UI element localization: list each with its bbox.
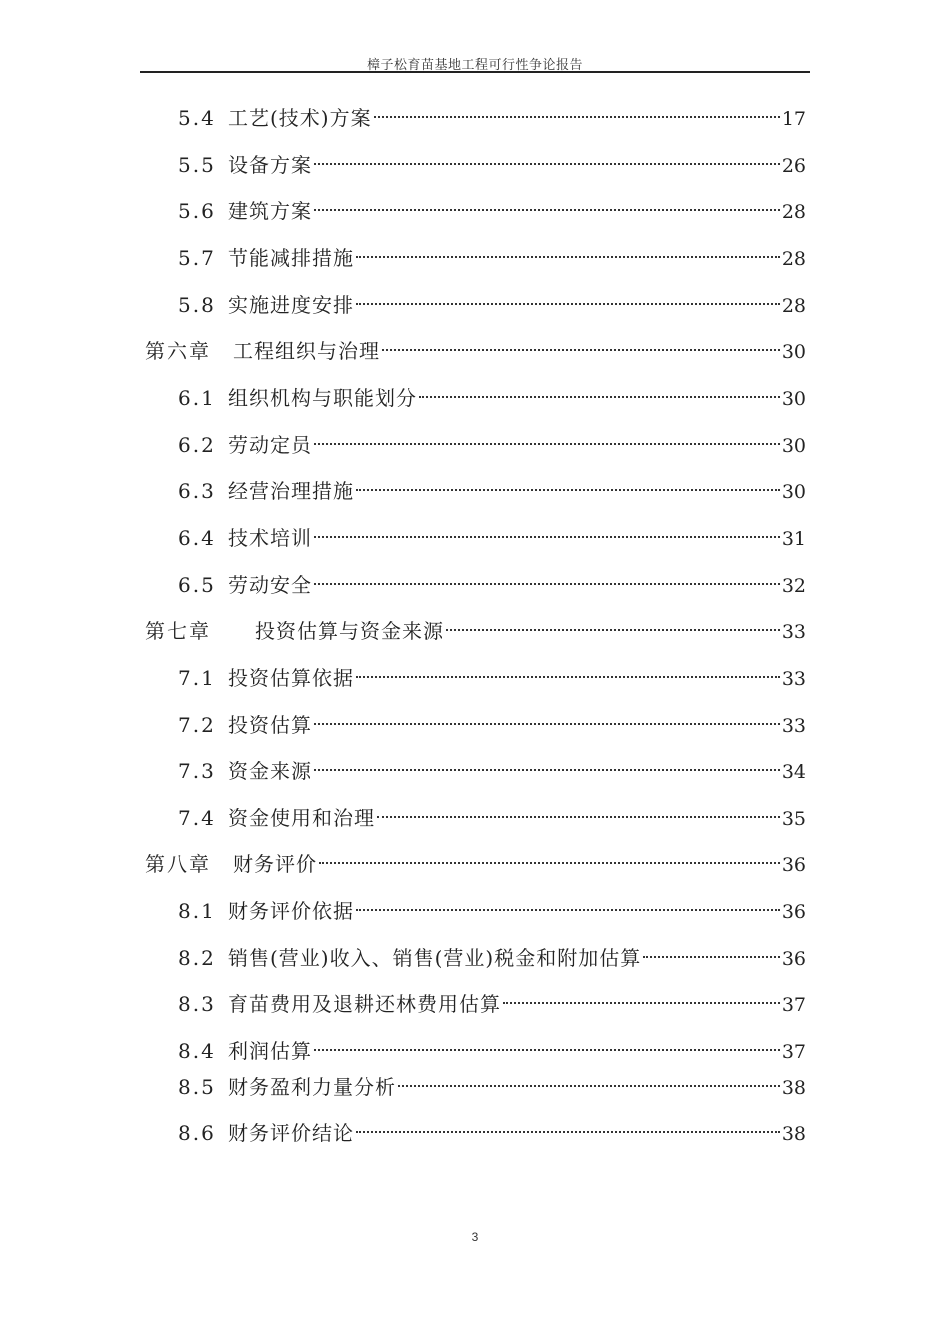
- toc-entry-5-6[interactable]: [178, 188, 806, 223]
- toc-dot-leader: [314, 142, 780, 172]
- toc-entry-page: 30: [781, 388, 806, 410]
- toc-entry-8-2[interactable]: [178, 935, 806, 970]
- toc-dot-leader: [356, 468, 780, 498]
- toc-dot-leader: [314, 188, 780, 218]
- toc-entry-page: 33: [781, 715, 806, 737]
- toc-dot-leader: [374, 95, 780, 125]
- toc-dot-leader: [419, 375, 780, 405]
- toc-entry-8-6[interactable]: [178, 1110, 806, 1145]
- toc-entry-6-4[interactable]: [178, 515, 806, 550]
- toc-entry-page: 17: [781, 108, 806, 130]
- toc-entry-number: 7.3: [178, 759, 216, 783]
- toc-entry-5-5[interactable]: [178, 142, 806, 177]
- toc-entry-6-5[interactable]: [178, 562, 806, 597]
- toc-dot-leader: [643, 935, 780, 965]
- toc-entry-title: 经营治理措施: [228, 479, 354, 503]
- toc-entry-page: 28: [781, 295, 806, 317]
- toc-entry-title: 工艺(技术)方案: [228, 106, 372, 130]
- toc-entry-chapter-6[interactable]: [145, 328, 806, 363]
- toc-entry-8-1[interactable]: [178, 888, 806, 923]
- toc-dot-leader: [314, 748, 780, 778]
- toc-entry-number: 5.7: [178, 246, 216, 270]
- toc-chapter-number: 第八章: [145, 852, 211, 876]
- toc-dot-leader: [356, 655, 780, 685]
- toc-entry-title: 节能减排措施: [228, 246, 354, 270]
- toc-entry-title: 财务评价结论: [228, 1121, 354, 1145]
- toc-entry-5-4[interactable]: [178, 95, 806, 130]
- toc-dot-leader: [356, 235, 780, 265]
- toc-dot-leader: [319, 841, 780, 871]
- toc-dot-leader: [314, 702, 780, 732]
- toc-entry-chapter-8[interactable]: [145, 841, 806, 876]
- toc-entry-number: 7.4: [178, 806, 216, 830]
- toc-entry-number: 5.8: [178, 293, 216, 317]
- toc-entry-page: 36: [781, 948, 806, 970]
- toc-entry-title: 建筑方案: [228, 199, 312, 223]
- toc-entry-page: 34: [781, 761, 806, 783]
- toc-entry-title: 劳动安全: [228, 573, 312, 597]
- toc-dot-leader: [314, 515, 780, 545]
- toc-dot-leader: [356, 282, 780, 312]
- page-number: 3: [471, 1230, 479, 1244]
- toc-chapter-title: 工程组织与治理: [233, 339, 380, 363]
- toc-entry-title: 资金使用和治理: [228, 806, 375, 830]
- toc-entry-number: 8.3: [178, 992, 216, 1016]
- toc-entry-page: 28: [781, 201, 806, 223]
- toc-entry-number: 7.1: [178, 666, 216, 690]
- toc-entry-number: 5.6: [178, 199, 216, 223]
- header-divider: [140, 71, 810, 73]
- toc-entry-page: 38: [781, 1123, 806, 1145]
- toc-entry-number: 8.1: [178, 899, 216, 923]
- toc-entry-page: 37: [781, 1041, 806, 1063]
- toc-dot-leader: [398, 1064, 780, 1094]
- toc-entry-6-2[interactable]: [178, 422, 806, 457]
- toc-entry-title: 财务评价依据: [228, 899, 354, 923]
- toc-entry-7-1[interactable]: [178, 655, 806, 690]
- toc-entry-title: 实施进度安排: [228, 293, 354, 317]
- toc-entry-7-2[interactable]: [178, 702, 806, 737]
- toc-entry-chapter-7[interactable]: [145, 608, 806, 643]
- toc-entry-title: 技术培训: [228, 526, 312, 550]
- toc-entry-number: 8.5: [178, 1075, 216, 1099]
- toc-entry-title: 组织机构与职能划分: [228, 386, 417, 410]
- toc-entry-number: 7.2: [178, 713, 216, 737]
- toc-entry-title: 资金来源: [228, 759, 312, 783]
- toc-entry-page: 38: [781, 1077, 806, 1099]
- toc-entry-title: 设备方案: [228, 153, 312, 177]
- toc-entry-page: 33: [781, 668, 806, 690]
- toc-entry-page: 36: [781, 901, 806, 923]
- toc-dot-leader: [314, 562, 780, 592]
- toc-entry-title: 育苗费用及退耕还林费用估算: [228, 992, 501, 1016]
- toc-entry-title: 投资估算: [228, 713, 312, 737]
- toc-dot-leader: [503, 981, 780, 1011]
- toc-chapter-title: 投资估算与资金来源: [255, 619, 444, 643]
- toc-entry-title: 利润估算: [228, 1039, 312, 1063]
- toc-entry-number: 8.4: [178, 1039, 216, 1063]
- toc-entry-page: 31: [781, 528, 806, 550]
- toc-entry-number: 5.4: [178, 106, 216, 130]
- toc-entry-number: 6.4: [178, 526, 216, 550]
- toc-entry-page: 30: [781, 341, 806, 363]
- toc-entry-title: 财务盈利力量分析: [228, 1075, 396, 1099]
- toc-entry-number: 5.5: [178, 153, 216, 177]
- toc-entry-number: 8.2: [178, 946, 216, 970]
- toc-chapter-number: 第七章: [145, 619, 211, 643]
- toc-entry-title: 劳动定员: [228, 433, 312, 457]
- toc-entry-number: 6.3: [178, 479, 216, 503]
- toc-entry-page: 30: [781, 481, 806, 503]
- toc-entry-5-7[interactable]: [178, 235, 806, 270]
- toc-entry-page: 33: [781, 621, 806, 643]
- toc-entry-title: 投资估算依据: [228, 666, 354, 690]
- toc-entry-8-4[interactable]: [178, 1028, 806, 1063]
- toc-entry-number: 6.5: [178, 573, 216, 597]
- toc-dot-leader: [314, 422, 780, 452]
- toc-entry-page: 28: [781, 248, 806, 270]
- toc-entry-8-3[interactable]: [178, 981, 806, 1016]
- toc-entry-page: 36: [781, 854, 806, 876]
- toc-dot-leader: [446, 608, 780, 638]
- toc-entry-page: 30: [781, 435, 806, 457]
- toc-entry-page: 26: [781, 155, 806, 177]
- toc-entry-6-3[interactable]: [178, 468, 806, 503]
- toc-entry-5-8[interactable]: [178, 282, 806, 317]
- toc-chapter-number: 第六章: [145, 339, 211, 363]
- toc-entry-number: 6.2: [178, 433, 216, 457]
- toc-dot-leader: [382, 328, 780, 358]
- toc-dot-leader: [377, 795, 780, 825]
- toc-dot-leader: [314, 1028, 780, 1058]
- toc-entry-6-1[interactable]: [178, 375, 806, 410]
- toc-entry-page: 35: [781, 808, 806, 830]
- toc-entry-title: 销售(营业)收入、销售(营业)税金和附加估算: [228, 946, 642, 970]
- toc-entry-7-3[interactable]: [178, 748, 806, 783]
- toc-entry-7-4[interactable]: [178, 795, 806, 830]
- toc-entry-8-5[interactable]: [178, 1064, 806, 1099]
- toc-entry-page: 37: [781, 994, 806, 1016]
- toc-entry-number: 8.6: [178, 1121, 216, 1145]
- toc-dot-leader: [356, 1110, 780, 1140]
- toc-chapter-title: 财务评价: [233, 852, 317, 876]
- toc-entry-number: 6.1: [178, 386, 216, 410]
- toc-entry-page: 32: [781, 575, 806, 597]
- toc-dot-leader: [356, 888, 780, 918]
- running-header-title: 樟子松育苗基地工程可行性争论报告: [366, 58, 583, 73]
